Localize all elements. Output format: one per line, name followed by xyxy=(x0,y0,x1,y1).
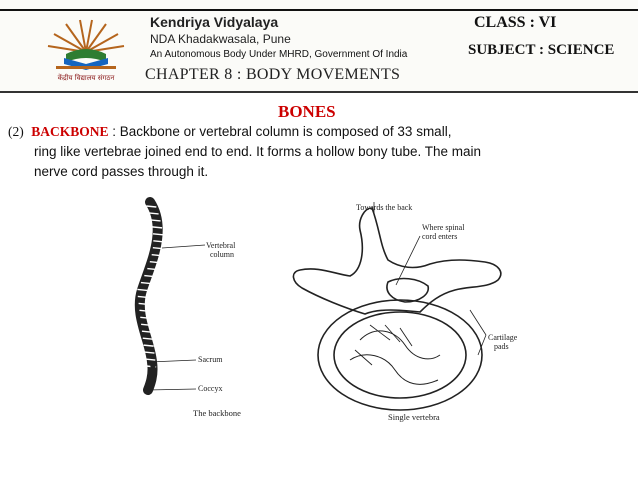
vertebra-segment xyxy=(151,220,161,221)
vertebra-segment xyxy=(144,276,154,277)
org-place: NDA Khadakwasala, Pune xyxy=(150,32,291,46)
class-label: CLASS : VI xyxy=(474,14,557,31)
vertebra-segment xyxy=(144,345,154,346)
vertebra-segment xyxy=(137,289,147,290)
vertebra-segment xyxy=(144,352,154,353)
label-towards-back: Towards the back xyxy=(356,203,413,212)
vertebra-segment xyxy=(139,303,149,304)
backbone-paragraph xyxy=(8,122,628,182)
vertebra-segment xyxy=(150,262,160,263)
label-column: column xyxy=(210,250,234,259)
vertebra-segment xyxy=(139,310,149,311)
label-cord-enters: cord enters xyxy=(422,232,458,241)
vertebra-segment xyxy=(152,227,162,228)
vertebra-segment xyxy=(138,296,148,297)
paragraph-line-3: nerve cord passes through it. xyxy=(34,164,209,179)
label-coccyx: Coccyx xyxy=(198,384,223,393)
vertebra-segment xyxy=(149,213,159,214)
vertebra-segment xyxy=(143,338,153,339)
vertebra-segment xyxy=(153,241,163,242)
subject-label: SUBJECT : SCIENCE xyxy=(468,42,615,58)
label-sacrum: Sacrum xyxy=(198,355,223,364)
vertebra-segment xyxy=(140,317,150,318)
vertebra-figure xyxy=(293,202,500,410)
paragraph-line-1 xyxy=(8,122,628,142)
label-where-spinal: Where spinal xyxy=(422,223,465,232)
caption-backbone: The backbone xyxy=(193,408,241,418)
vertebra-segment xyxy=(141,283,151,284)
section-title: BONES xyxy=(278,102,336,121)
item-number: (2) xyxy=(8,124,24,139)
vertebra-segment xyxy=(152,255,162,256)
label-cartilage: Cartilage xyxy=(488,333,518,342)
paragraph-line-2: ring like vertebrae joined end to end. It forms a hollow bony tube. The main xyxy=(34,144,482,159)
header-top-rule xyxy=(0,9,638,11)
label-vertebral: Vertebral xyxy=(206,241,236,250)
vertebra-segment xyxy=(142,331,152,332)
header-bottom-rule xyxy=(0,91,638,93)
keyword-backbone: BACKBONE xyxy=(31,124,109,139)
vertebra-segment xyxy=(141,324,151,325)
vertebra-segment xyxy=(145,359,155,360)
org-subtitle: An Autonomous Body Under MHRD, Government Of India xyxy=(150,49,408,60)
logo-text: केंद्रीय विद्यालय संगठन xyxy=(57,74,115,82)
vertebra-segment xyxy=(146,206,156,207)
vertebra-segment xyxy=(153,248,163,249)
backbone-figure xyxy=(137,202,241,418)
chapter-title: CHAPTER 8 : BODY MOVEMENTS xyxy=(145,66,401,83)
vertebra-segment xyxy=(147,269,157,270)
kv-logo xyxy=(36,14,136,84)
label-pads: pads xyxy=(494,342,509,351)
backbone-diagram xyxy=(0,190,638,430)
caption-single-vertebra: Single vertebra xyxy=(388,412,440,422)
vertebra-segment xyxy=(153,234,163,235)
org-name: Kendriya Vidyalaya xyxy=(150,14,279,30)
paragraph-text-1: : Backbone or vertebral column is composed of 33 small, xyxy=(108,124,452,139)
